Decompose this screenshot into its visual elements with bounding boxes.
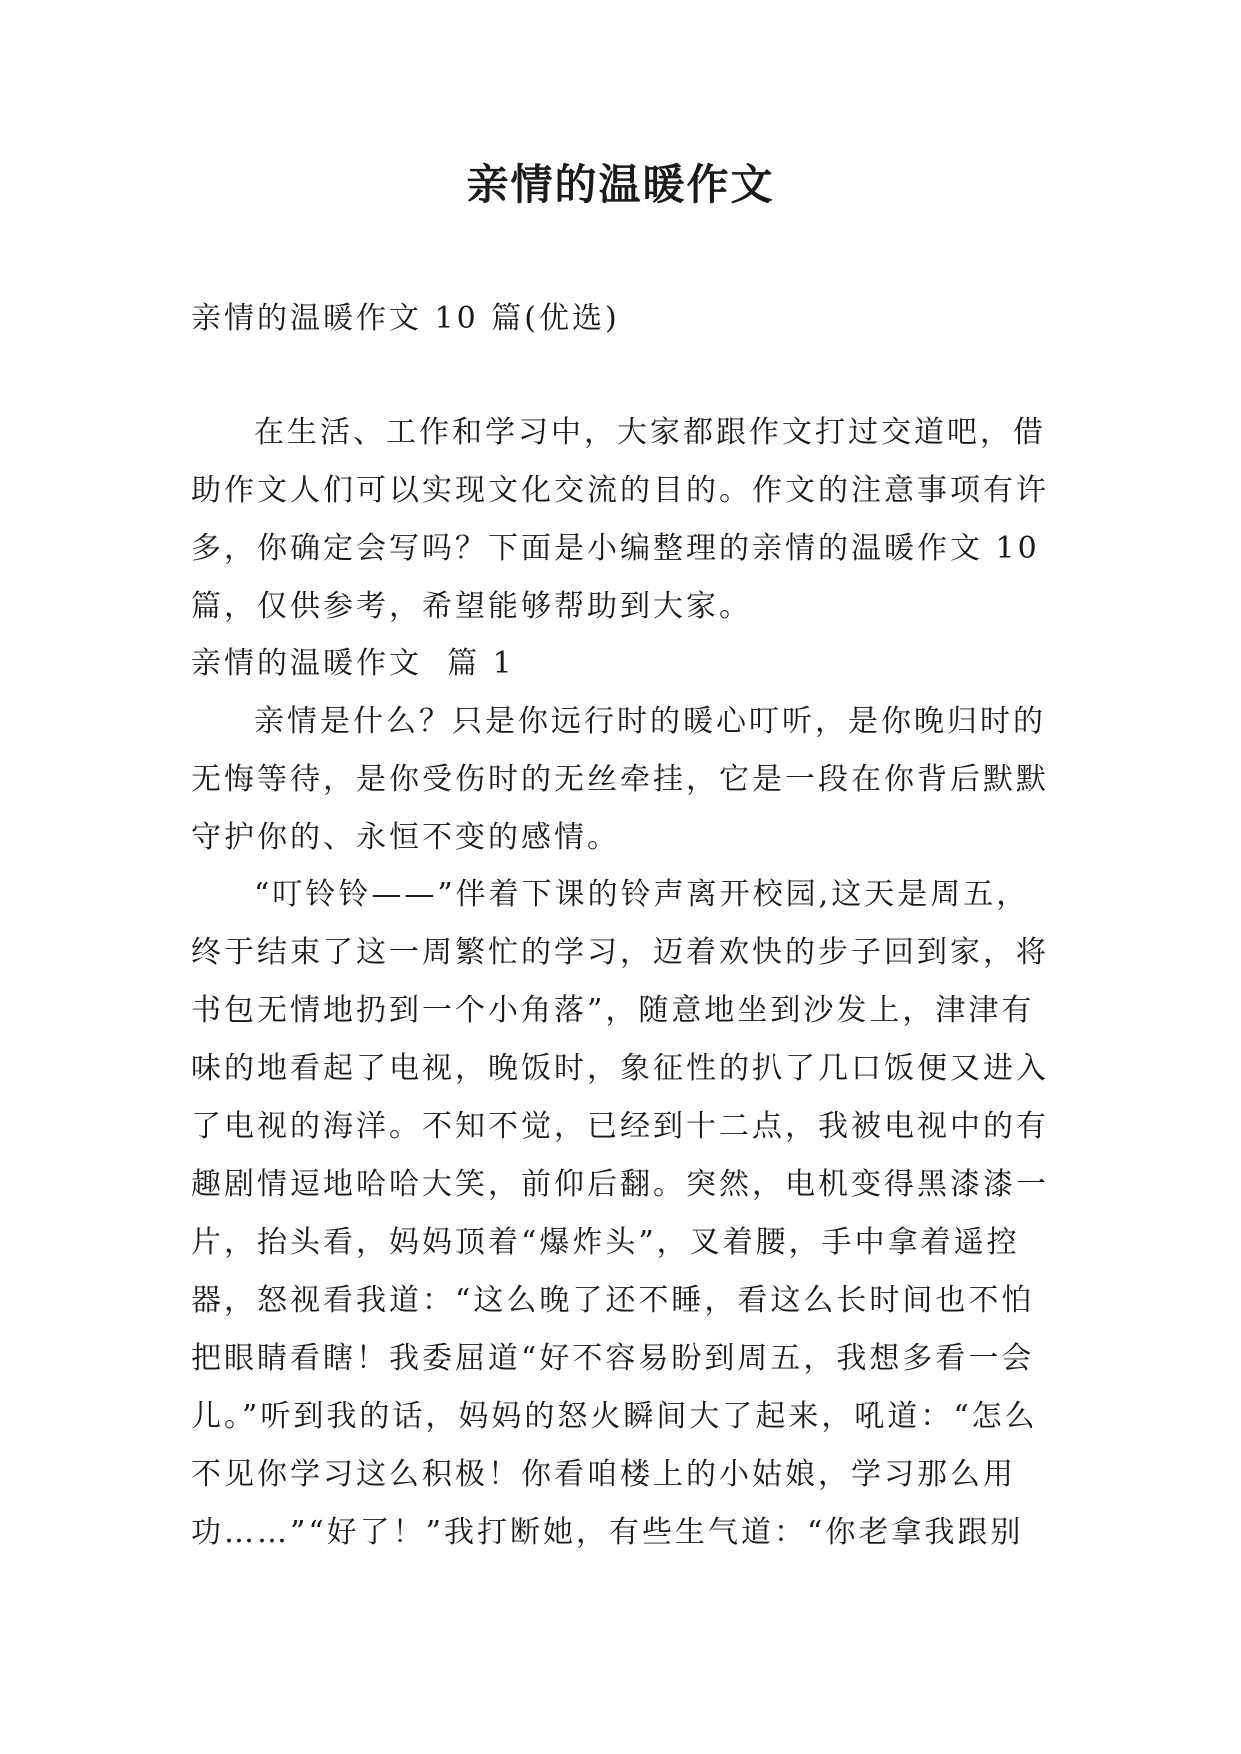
body-paragraph: 亲情是什么？只是你远行时的暖心叮听，是你晚归时的无悔等待，是你受伤时的无丝牵挂，它是一段在你背后默默守护你的、永恒不变的感情。: [191, 704, 1049, 855]
intro-paragraph: 在生活、工作和学习中，大家都跟作文打过交道吧，借助作文人们可以实现文化交流的目的。作文的注意事项有许多，你确定会写吗？下面是小编整理的亲情的温暖作文 10 篇，仅供参考，希望能够帮助到大家。: [191, 415, 1053, 624]
document-subtitle: 亲情的温暖作文 10 篇(优选): [191, 301, 620, 336]
body-paragraph: “叮铃铃——”伴着下课的铃声离开校园,这天是周五，终于结束了这一周繁忙的学习，迈着欢快的步子回到家，将书包无情地扔到一个小角落”，随意地坐到沙发上，津津有味的地看起了电视，晚饭时，象征性的扒了几口饭便又进入了电视的海洋。不知不觉，已经到十二点，我被电视中的有趣剧情逗地哈哈大笑，前仰后翻。突然，电机变得黑漆漆一片，抬头看，妈妈顶着“爆炸头”，叉着腰，手中拿着遥控器，怒视看我道：“这么晚了还不睡，看这么长时间也不怕把眼睛看瞎！我委屈道“好不容易盼到周五，我想多看一会儿。”听到我的话，妈妈的怒火瞬间大了起来，吼道：“怎么不见你学习这么积极！你看咱楼上的小姑娘，学习那么用功……”“好了！”我打断她，有些生气道：“你老拿我跟别: [191, 877, 1049, 1550]
section-heading: 亲情的温暖作文 篇 1: [191, 646, 515, 681]
document-title: 亲情的温暖作文: [466, 160, 775, 209]
